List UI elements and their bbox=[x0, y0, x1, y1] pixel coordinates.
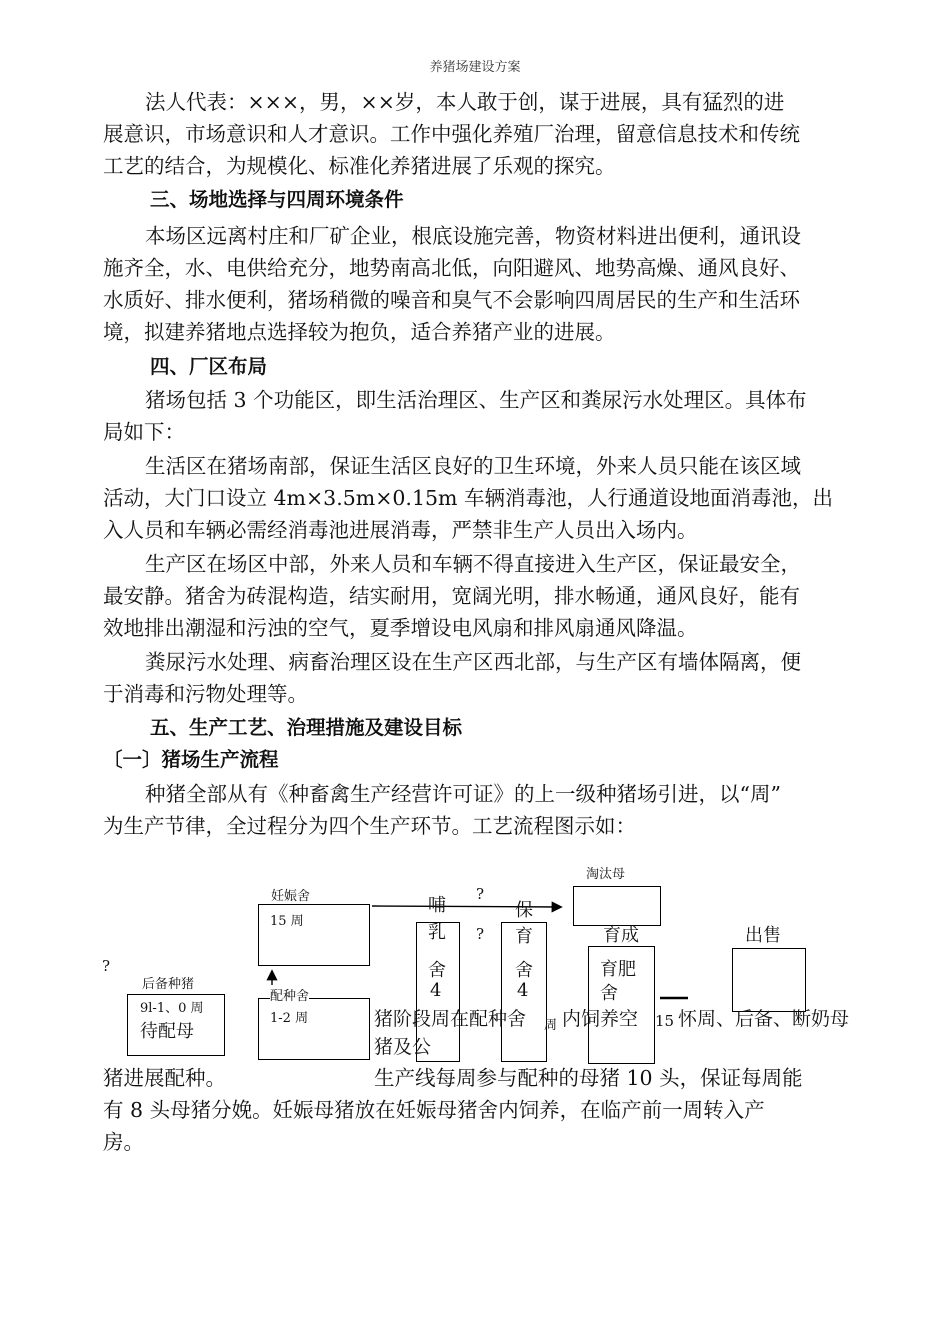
houbei-label: 后备种猪 bbox=[142, 977, 195, 992]
paragraph-line: 活动，大门口设立 4m×3.5m×0.15m 车辆消毒池，人行通道设地面消毒池，出 bbox=[103, 486, 833, 510]
paragraph-line: 效地排出潮湿和污浊的空气，夏季增设电风扇和排风扇通风降温。 bbox=[103, 616, 698, 640]
buru-char: 乳 bbox=[428, 922, 446, 943]
paragraph-line: 最安静。猪舍为砖混构造，结实耐用，宽阔光明，排水畅通，通风良好，能有 bbox=[103, 584, 800, 608]
paragraph-line: 施齐全，水、电供给充分，地势南高北低，向阳避风、地势高燥、通风良好、 bbox=[103, 256, 800, 280]
daipeimu-box bbox=[127, 994, 225, 1056]
question-mark: ? bbox=[476, 925, 485, 943]
peizhong-weeks: 1-2 周 bbox=[270, 1011, 309, 1026]
yufei-label: 育肥 bbox=[600, 959, 636, 980]
paragraph-line: 房。 bbox=[103, 1130, 144, 1154]
paragraph-line: 猪场包括 3 个功能区，即生活治理区、生产区和粪尿污水处理区。具体布 bbox=[145, 388, 807, 412]
paragraph-line: 工艺的结合，为规模化、标准化养猪进展了乐观的探究。 bbox=[103, 154, 616, 178]
paragraph-line: 生活区在猪场南部，保证生活区良好的卫生环境，外来人员只能在该区域 bbox=[145, 454, 801, 478]
section-heading-4: 四、厂区布局 bbox=[150, 355, 268, 378]
overlap-text: 15 bbox=[655, 1012, 675, 1030]
section-heading-3: 三、场地选择与四周环境条件 bbox=[150, 188, 404, 211]
taotai-label: 淘汰母 bbox=[586, 867, 626, 882]
baoyu-char: 育 bbox=[515, 926, 533, 947]
taotai-box bbox=[573, 886, 661, 926]
paragraph-line: 为生产节律，全过程分为四个生产环节。工艺流程图示如： bbox=[103, 814, 636, 838]
daipeimu-label: 待配母 bbox=[140, 1021, 194, 1042]
yucheng-label: 育成 bbox=[603, 925, 639, 946]
renshen-weeks: 15 周 bbox=[270, 914, 304, 929]
renshen-label: 妊娠舍 bbox=[271, 889, 311, 904]
peizhong-label: 配种舍 bbox=[270, 985, 309, 1004]
overlap-text: 猪阶段周在配种舍 bbox=[374, 1008, 527, 1030]
baoyu-char: 舍 bbox=[515, 960, 533, 981]
yufei-she: 舍 bbox=[600, 983, 618, 1004]
page-header: 养猪场建设方案 bbox=[429, 60, 521, 75]
buru-char: 4 bbox=[430, 980, 442, 1001]
paragraph-line: 法人代表：×××，男，××岁，本人敢于创，谋于进展，具有猛烈的进 bbox=[145, 90, 785, 114]
baoyu-char: 4 bbox=[517, 980, 529, 1001]
baoyu-char: 保 bbox=[515, 900, 533, 921]
paragraph-line: 展意识，市场意识和人才意识。工作中强化养殖厂治理，留意信息技术和传统 bbox=[103, 122, 800, 146]
section-heading-5: 五、生产工艺、治理措施及建设目标 bbox=[150, 716, 463, 739]
paragraph-line: 局如下： bbox=[103, 420, 185, 444]
paragraph-line: 有 8 头母猪分娩。妊娠母猪放在妊娠母猪舍内饲养，在临产前一周转入产 bbox=[103, 1098, 765, 1122]
peizhong-box bbox=[258, 989, 370, 1060]
overlap-text: 怀周、后备、断奶母 bbox=[678, 1008, 850, 1030]
chushou-label: 出售 bbox=[745, 925, 781, 946]
paragraph-line: 水质好、排水便利，猪场稍微的噪音和臭气不会影响四周居民的生产和生活环 bbox=[103, 288, 800, 312]
chushou-box bbox=[732, 948, 806, 1012]
question-mark: ? bbox=[476, 885, 485, 903]
paragraph-line: 本场区远离村庄和厂矿企业，根底设施完善，物资材料进出便利，通讯设 bbox=[145, 224, 801, 248]
overlap-text: 内饲养空 bbox=[562, 1008, 639, 1030]
overlap-text: 猪及公 bbox=[374, 1036, 432, 1058]
buru-char: 舍 bbox=[428, 960, 446, 981]
paragraph-line: 粪尿污水处理、病畜治理区设在生产区西北部，与生产区有墙体隔离，便 bbox=[145, 650, 801, 674]
paragraph-line: 种猪全部从有《种畜禽生产经营许可证》的上一级种猪场引进，以“周” bbox=[145, 782, 781, 806]
houbei-weeks: 9l-1、0 周 bbox=[140, 1001, 204, 1016]
paragraph-line: 生产线每周参与配种的母猪 10 头，保证每周能 bbox=[374, 1066, 803, 1090]
paragraph-line: 境，拟建养猪地点选择较为抱负，适合养猪产业的进展。 bbox=[103, 320, 616, 344]
buru-char: 哺 bbox=[428, 895, 446, 916]
paragraph-line: 生产区在场区中部，外来人员和车辆不得直接进入生产区，保证最安全， bbox=[145, 552, 801, 576]
paragraph-line: 猪进展配种。 bbox=[103, 1066, 226, 1090]
paragraph-line: 于消毒和污物处理等。 bbox=[103, 682, 308, 706]
question-mark: ? bbox=[102, 957, 111, 975]
subsection-heading: 〔一〕猪场生产流程 bbox=[103, 748, 279, 771]
overlap-text: 周 bbox=[544, 1018, 558, 1033]
paragraph-line: 入人员和车辆必需经消毒池进展消毒，严禁非生产人员出入场内。 bbox=[103, 518, 698, 542]
renshen-box bbox=[258, 904, 370, 966]
